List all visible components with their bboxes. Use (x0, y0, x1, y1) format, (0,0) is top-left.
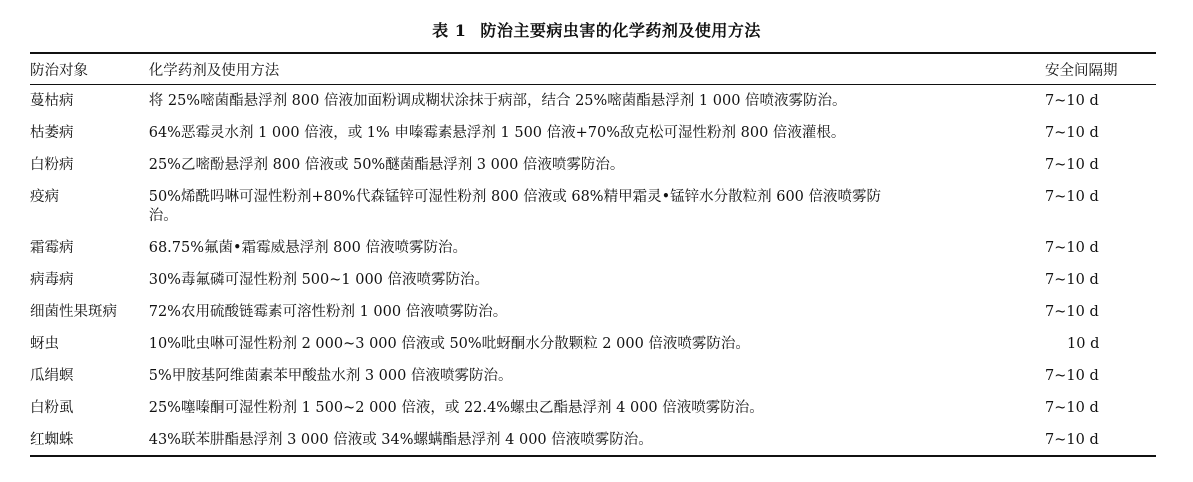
cell-target: 细菌性果斑病 (30, 303, 117, 320)
cell-method: 50%烯酰吗啉可湿性粉剂+80%代森锰锌可湿性粉剂 800 倍液或 68%精甲霜灵•锰锌水分散粒剂 600 倍液喷雾防治。 (148, 188, 882, 224)
header-method: 化学药剂及使用方法 (148, 62, 280, 79)
table-row (30, 424, 1156, 456)
cell-target: 疫病 (30, 188, 59, 205)
table-caption-number: 表 1 (432, 21, 467, 40)
cell-method: 将 25%嘧菌酯悬浮剂 800 倍液加面粉调成糊状涂抹于病部，结合 25%嘧菌酯悬浮剂 1 000 倍喷液雾防治。 (148, 93, 847, 109)
table-caption-title: 防治主要病虫害的化学药剂及使用方法 (480, 21, 761, 40)
cell-method: 10%吡虫啉可湿性粉剂 2 000~3 000 倍液或 50%吡蚜酮水分散颗粒 2 000 倍液喷雾防治。 (148, 335, 750, 352)
table-row (30, 181, 1156, 232)
cell-interval: 7~10 d (1045, 156, 1099, 173)
cell-target: 枯萎病 (30, 124, 74, 141)
cell-target: 红蜘蛛 (30, 431, 74, 448)
cell-interval: 7~10 d (1045, 271, 1099, 288)
pesticide-table (30, 52, 1156, 457)
cell-method: 72%农用硫酸链霉素可溶性粉剂 1 000 倍液喷雾防治。 (148, 303, 508, 320)
cell-method: 64%恶霉灵水剂 1 000 倍液，或 1% 申嗪霉素悬浮剂 1 500 倍液+70%敌克松可湿性粉剂 800 倍液灌根。 (148, 124, 846, 141)
cell-method: 25%噻嗪酮可湿性粉剂 1 500~2 000 倍液，或 22.4%螺虫乙酯悬浮剂 4 000 倍液喷雾防治。 (148, 399, 764, 416)
cell-method: 30%毒氟磷可湿性粉剂 500~1 000 倍液喷雾防治。 (148, 271, 490, 288)
table-row (30, 360, 1156, 392)
cell-target: 白粉虱 (30, 399, 74, 416)
cell-interval: 7~10 d (1045, 124, 1099, 141)
cell-interval: 7~10 d (1045, 399, 1099, 416)
table-row (30, 264, 1156, 296)
table-row (30, 392, 1156, 424)
cell-target: 霜霉病 (30, 239, 74, 256)
cell-target: 白粉病 (30, 156, 74, 173)
cell-target: 病毒病 (30, 271, 74, 288)
cell-interval: 7~10 d (1045, 239, 1099, 256)
table-row (30, 328, 1156, 360)
cell-target: 蔓枯病 (30, 93, 74, 109)
table-row (30, 149, 1156, 181)
table-row (30, 296, 1156, 328)
cell-method: 43%联苯肼酯悬浮剂 3 000 倍液或 34%螺螨酯悬浮剂 4 000 倍液喷雾防治。 (148, 431, 653, 448)
cell-interval: 7~10 d (1045, 188, 1099, 205)
cell-interval: 10 d (1067, 335, 1100, 352)
table-caption (0, 18, 1193, 41)
table-row (30, 117, 1156, 149)
cell-method: 25%乙嘧酚悬浮剂 800 倍液或 50%醚菌酯悬浮剂 3 000 倍液喷雾防治。 (148, 156, 625, 173)
cell-method: 5%甲胺基阿维菌素苯甲酸盐水剂 3 000 倍液喷雾防治。 (148, 367, 513, 384)
cell-interval: 7~10 d (1045, 303, 1099, 320)
table-row (30, 232, 1156, 264)
header-target: 防治对象 (30, 62, 88, 79)
cell-method: 68.75%氟菌•霜霉威悬浮剂 800 倍液喷雾防治。 (148, 239, 467, 256)
table-header-row (30, 53, 1156, 85)
cell-interval: 7~10 d (1045, 367, 1099, 384)
table-row (30, 85, 1156, 117)
cell-target: 瓜绢螟 (30, 367, 74, 384)
header-interval: 安全间隔期 (1045, 62, 1118, 79)
cell-interval: 7~10 d (1045, 93, 1099, 109)
cell-target: 蚜虫 (30, 335, 59, 352)
cell-interval: 7~10 d (1045, 431, 1099, 448)
